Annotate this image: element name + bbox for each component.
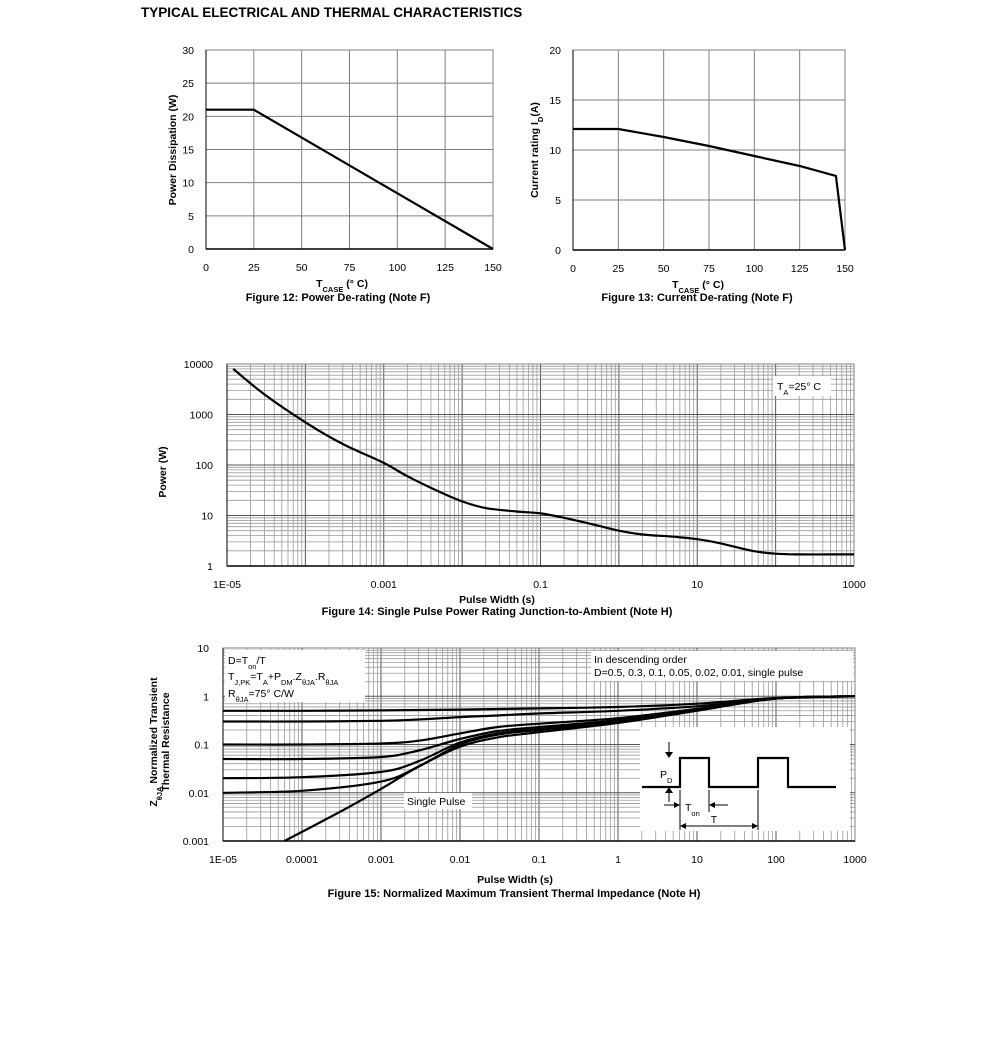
fig15-x-tick: 0.01 xyxy=(449,854,471,866)
fig12-x-tick: 75 xyxy=(343,262,356,274)
fig15-legend-line3: $R_{\theta JA}=75^\circ$ C/W xyxy=(228,688,294,704)
fig14-y-tick: 10000 xyxy=(183,359,213,371)
fig14-y-tick: 100 xyxy=(195,460,213,472)
fig15-order-note-line2: D=0.5, 0.3, 0.1, 0.05, 0.02, 0.01, single pulse xyxy=(594,667,804,679)
fig13-x-tick: 0 xyxy=(570,263,576,275)
fig15-inset-pd-label: $P_D$ xyxy=(660,769,673,785)
fig15-y-tick: 10 xyxy=(197,643,209,655)
fig13-y-axis-title: Current rating $I_D(A)$ xyxy=(529,102,545,198)
fig15-y-axis-title-line2: Thermal Resistance xyxy=(160,692,172,792)
fig14-y-tick: 1000 xyxy=(189,409,213,422)
fig13-x-tick: 25 xyxy=(612,263,625,275)
page-title: TYPICAL ELECTRICAL AND THERMAL CHARACTERISTICS xyxy=(141,5,523,20)
fig15-y-tick: 0.01 xyxy=(188,787,209,800)
fig12-x-axis-title: $T_{CASE}$ (° C) xyxy=(316,278,368,294)
fig14-y-axis-title: Power (W) xyxy=(157,446,169,498)
fig15-x-tick: 0.0001 xyxy=(285,854,319,866)
fig15-x-tick: 1 xyxy=(615,854,621,866)
fig15-x-tick: 100 xyxy=(767,854,785,866)
fig15-y-axis-title-line1: $Z_{\theta JA}$ Normalized Transient xyxy=(148,677,164,807)
fig15-order-note-line1: In descending order xyxy=(594,654,687,666)
fig15-chart xyxy=(148,643,867,900)
fig12-chart xyxy=(167,45,502,304)
fig14-x-tick: 0.001 xyxy=(370,579,397,591)
fig12-y-tick: 0 xyxy=(188,244,194,256)
fig15-x-tick: 1E-05 xyxy=(208,854,238,866)
fig15-x-tick: 1000 xyxy=(843,854,867,866)
fig14-chart xyxy=(157,359,866,618)
fig14-x-axis-title: Pulse Width (s) xyxy=(459,594,535,606)
fig14-x-tick: 1E-05 xyxy=(212,579,242,591)
fig15-x-tick: 0.001 xyxy=(367,854,395,866)
fig12-y-tick: 20 xyxy=(182,111,194,124)
fig12-y-tick: 15 xyxy=(182,144,194,157)
fig13-y-tick: 20 xyxy=(549,45,561,57)
fig13-x-axis-title: $T_{CASE}$ (° C) xyxy=(672,279,724,295)
fig13-y-tick: 0 xyxy=(555,245,561,257)
fig12-x-tick: 125 xyxy=(436,262,454,274)
fig15-inset-ton-label: $T_{on}$ xyxy=(685,802,700,818)
fig15-legend-line2: $T_{J,PK}=T_A+P_{DM}.Z_{\theta JA}.R_{\theta JA}$ xyxy=(228,671,339,687)
fig15-legend-line1: $D=T_{on}/T$ xyxy=(228,655,266,671)
fig14-x-tick: 10 xyxy=(691,579,704,591)
fig13-caption: Figure 13: Current De-rating (Note F) xyxy=(601,292,793,304)
fig15-x-tick: 10 xyxy=(691,854,703,866)
fig12-y-tick: 5 xyxy=(188,210,194,223)
fig13-y-tick: 15 xyxy=(549,95,561,107)
fig12-y-tick: 30 xyxy=(182,45,194,57)
fig13-x-tick: 125 xyxy=(790,263,809,275)
fig13-x-tick: 150 xyxy=(836,263,854,275)
fig15-y-tick: 0.001 xyxy=(182,836,209,848)
fig13-y-tick: 5 xyxy=(555,195,561,207)
fig12-x-tick: 25 xyxy=(247,262,260,274)
fig14-y-tick: 1 xyxy=(207,561,213,573)
fig13-chart xyxy=(529,45,854,304)
fig12-y-tick: 10 xyxy=(182,177,194,190)
fig12-y-tick: 25 xyxy=(182,78,194,91)
fig14-caption: Figure 14: Single Pulse Power Rating Junction-to-Ambient (Note H) xyxy=(321,606,673,618)
fig15-y-tick: 1 xyxy=(203,691,209,704)
fig12-x-tick: 150 xyxy=(484,262,502,274)
fig15-x-axis-title: Pulse Width (s) xyxy=(477,874,553,886)
fig15-x-tick: 0.1 xyxy=(531,854,547,866)
fig14-x-tick: 1000 xyxy=(842,579,866,591)
fig15-y-tick: 0.1 xyxy=(194,739,209,752)
fig13-x-tick: 100 xyxy=(745,263,764,275)
fig13-y-tick: 10 xyxy=(549,145,561,157)
fig15-single-pulse-label: Single Pulse xyxy=(407,796,466,808)
fig15-inset-period-label: T xyxy=(710,814,718,826)
fig12-y-axis-title: Power Dissipation (W) xyxy=(167,94,179,206)
fig12-caption: Figure 12: Power De-rating (Note F) xyxy=(245,292,431,304)
fig13-x-tick: 75 xyxy=(703,263,715,275)
fig13-x-tick: 50 xyxy=(657,263,670,275)
fig12-x-tick: 100 xyxy=(388,262,407,274)
fig12-x-tick: 0 xyxy=(203,262,209,274)
fig14-x-tick: 0.1 xyxy=(533,579,548,591)
fig14-annotation: $T_A=25^\circ$ C xyxy=(777,381,821,397)
fig14-y-tick: 10 xyxy=(201,510,213,523)
fig12-x-tick: 50 xyxy=(295,262,308,274)
fig15-caption: Figure 15: Normalized Maximum Transient Thermal Impedance (Note H) xyxy=(327,888,701,900)
